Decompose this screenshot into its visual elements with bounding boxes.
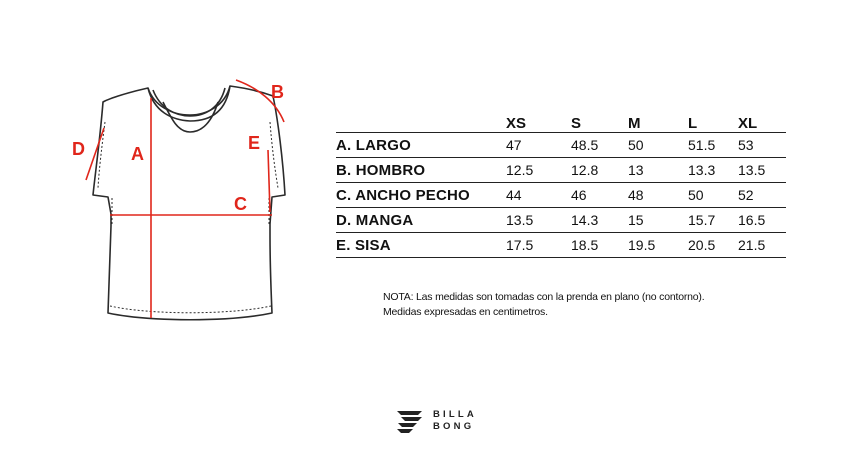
measure-header: [336, 110, 506, 133]
row-label: B. HOMBRO: [336, 158, 506, 183]
row-label: A. LARGO: [336, 133, 506, 158]
size-header-xs: XS: [506, 115, 527, 132]
table-row-manga: [336, 208, 786, 233]
table-row-hombro: [336, 158, 786, 183]
table-cell: 13.5: [738, 158, 786, 183]
table-cell: 13: [628, 158, 688, 183]
table-row-largo: [336, 133, 786, 158]
label-d: D: [72, 139, 85, 159]
table-cell: 44: [506, 183, 571, 208]
table-cell: 17.5: [506, 233, 571, 258]
note-line-2: Medidas expresadas en centimetros.: [383, 306, 548, 318]
table-cell: 12.5: [506, 158, 571, 183]
table-cell: 51.5: [688, 133, 738, 158]
table-cell: 50: [628, 133, 688, 158]
table-cell: 52: [738, 183, 786, 208]
label-c: C: [234, 194, 247, 214]
label-b: B: [271, 82, 284, 102]
row-label: D. MANGA: [336, 208, 506, 233]
table-cell: 48: [628, 183, 688, 208]
row-label: C. ANCHO PECHO: [336, 183, 506, 208]
table-cell: 20.5: [688, 233, 738, 258]
table-cell: 12.8: [571, 158, 628, 183]
table-cell: 18.5: [571, 233, 628, 258]
label-a: A: [131, 144, 144, 164]
table-row-ancho-pecho: [336, 183, 786, 208]
size-header-s: S: [571, 115, 582, 132]
size-header-l: L: [688, 115, 698, 132]
table-cell: 50: [688, 183, 738, 208]
table-cell: 14.3: [571, 208, 628, 233]
tshirt-outline: [93, 86, 285, 320]
size-header-m: M: [628, 115, 641, 132]
measurement-note: [383, 290, 704, 320]
table-cell: 16.5: [738, 208, 786, 233]
table-cell: 15.7: [688, 208, 738, 233]
logo-word-bottom: BONG: [433, 421, 475, 432]
table-cell: 46: [571, 183, 628, 208]
billabong-logo: [395, 408, 495, 434]
table-cell: 19.5: [628, 233, 688, 258]
table-cell: 53: [738, 133, 786, 158]
table-cell: 13.5: [506, 208, 571, 233]
size-header-xl: XL: [738, 115, 758, 132]
size-chart-table: [336, 110, 786, 258]
table-cell: 21.5: [738, 233, 786, 258]
label-e: E: [248, 133, 261, 153]
table-cell: 15: [628, 208, 688, 233]
armhole-line-e: [268, 150, 270, 212]
note-line-1: NOTA: Las medidas son tomadas con la prenda en plano (no contorno).: [383, 291, 705, 303]
size-header-row: [336, 110, 786, 133]
table-row-sisa: [336, 233, 786, 258]
table-cell: 48.5: [571, 133, 628, 158]
logo-word-top: BILLA: [433, 409, 477, 420]
row-label: E. SISA: [336, 233, 506, 258]
table-cell: 13.3: [688, 158, 738, 183]
table-cell: 47: [506, 133, 571, 158]
billabong-wave-icon: [395, 408, 425, 434]
